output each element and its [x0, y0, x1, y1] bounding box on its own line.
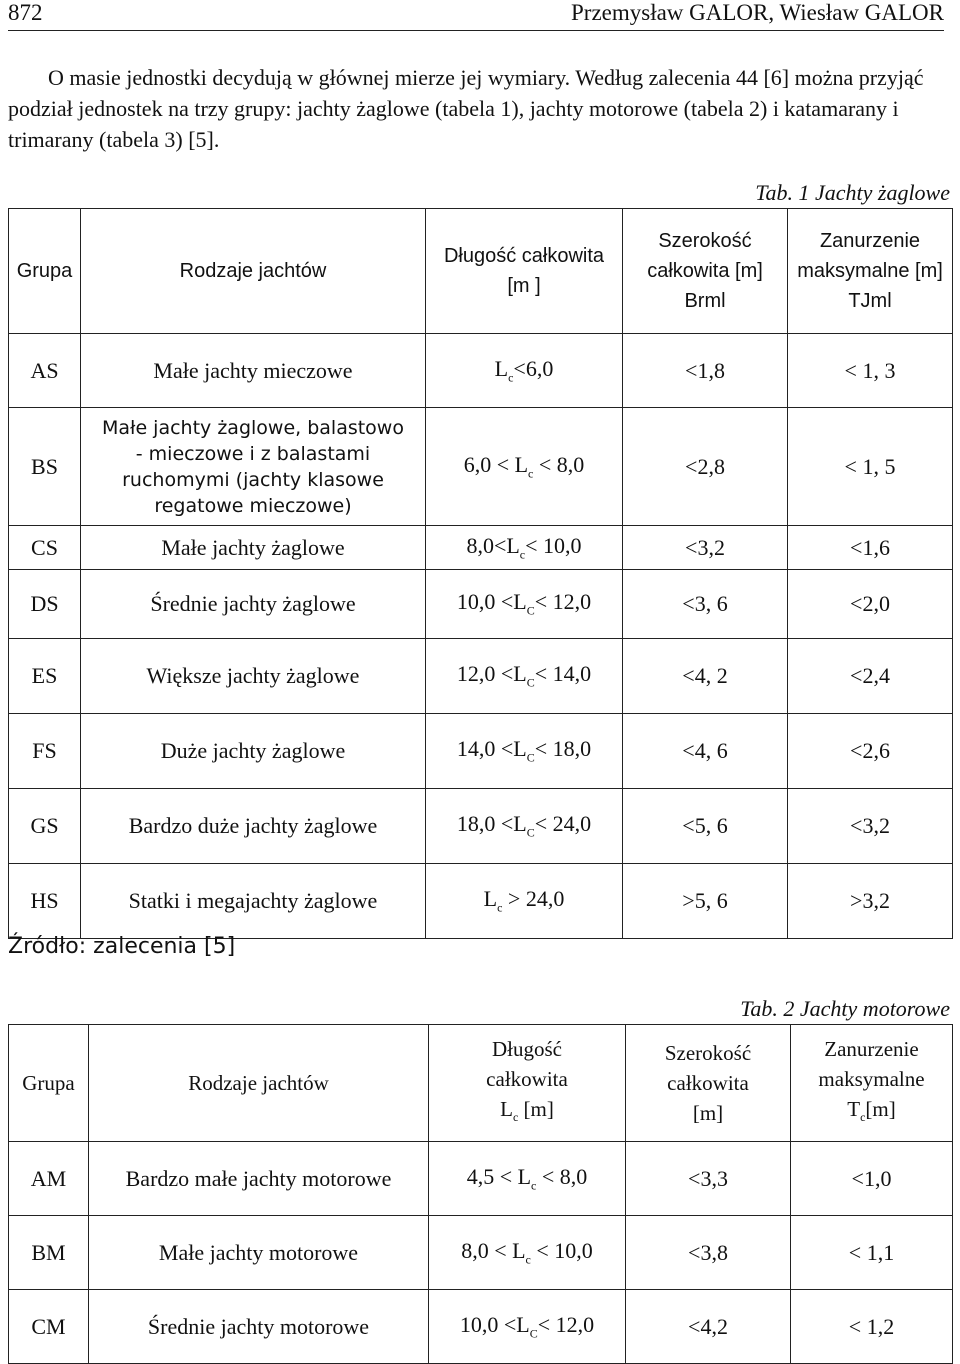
cell-length-subscript: c [519, 547, 526, 562]
cell-length [426, 408, 623, 526]
cell-length [426, 334, 623, 408]
cell-beam: <4,2 [626, 1290, 791, 1364]
cell-length-text: 10,0 <L [459, 1311, 530, 1337]
cell-length-subscript: C [526, 675, 535, 690]
cell-length [426, 864, 623, 939]
cell-group: AM [9, 1142, 89, 1216]
table-row [9, 570, 953, 639]
cell-draft: >3,2 [788, 864, 953, 939]
header-yacht-type: Rodzaje jachtów [89, 1025, 429, 1142]
header-length [429, 1025, 626, 1142]
cell-length-text: 18,0 <L [456, 811, 527, 837]
cell-yacht-type-line-4: regatowe mieczowe) [154, 494, 352, 517]
cell-length-text: 12,0 <L [456, 661, 527, 687]
cell-length-text-2: < 10,0 [525, 532, 582, 558]
cell-length-text-2: < 12,0 [537, 1311, 595, 1337]
intro-paragraph: O masie jednostki decydują w głównej mierze jej wymiary. Według zalecenia 44 [6] można przyjąć podział jednostek na trzy grupy: jachty żaglowe (tabela 1), jachty motorowe (tabela 2) i katamarany i trimarany (tabela 3) [5]. [8, 65, 924, 152]
table-row [9, 714, 953, 789]
cell-length-subscript: C [526, 750, 535, 765]
cell-length-text: L [483, 886, 498, 912]
cell-length-text-2: < 14,0 [534, 661, 592, 687]
cell-yacht-type-line-1: Małe jachty żaglowe, balastowo [102, 416, 404, 439]
cell-length-subscript: c [497, 900, 503, 915]
page-number: 872 [8, 0, 43, 25]
table-row [9, 334, 953, 408]
motor-yachts-table [8, 1024, 953, 1364]
cell-length [426, 714, 623, 789]
header-draft [788, 209, 953, 334]
cell-length-subscript: C [529, 1326, 538, 1341]
header-beam-line-3: [m] [692, 1101, 724, 1125]
cell-length-subscript: c [525, 1252, 531, 1267]
cell-beam: <3,2 [623, 526, 788, 570]
cell-group: BS [9, 408, 81, 526]
cell-yacht-type: Bardzo duże jachty żaglowe [81, 789, 426, 864]
cell-length-text-2: < 8,0 [536, 1163, 588, 1189]
header-draft-line-2: maksymalne [m] [797, 260, 943, 282]
running-authors: Przemysław GALOR, Wiesław GALOR [571, 0, 944, 25]
cell-length [429, 1142, 626, 1216]
cell-length-text-2: < 10,0 [530, 1237, 593, 1263]
cell-length-text: 6,0 < L [463, 451, 529, 477]
cell-length [426, 526, 623, 570]
cell-yacht-type: Bardzo małe jachty motorowe [89, 1142, 429, 1216]
header-draft-unit: [m] [865, 1096, 896, 1121]
cell-yacht-type: Małe jachty motorowe [89, 1216, 429, 1290]
cell-length [429, 1290, 626, 1364]
cell-draft: < 1,1 [791, 1216, 953, 1290]
header-beam-line-2: całkowita [m] [647, 260, 763, 282]
cell-draft: <3,2 [788, 789, 953, 864]
cell-beam: <3, 6 [623, 570, 788, 639]
cell-beam: <1,8 [623, 334, 788, 408]
header-draft-symbol: T [847, 1096, 861, 1121]
cell-draft: < 1, 5 [788, 408, 953, 526]
header-group: Grupa [9, 1025, 89, 1142]
header-beam [623, 209, 788, 334]
cell-length-text-2: < 8,0 [533, 451, 585, 477]
header-length-line-1: Długość [492, 1036, 562, 1061]
cell-length-subscript: C [526, 603, 535, 618]
cell-yacht-type: Większe jachty żaglowe [81, 639, 426, 714]
header-group: Grupa [9, 209, 81, 334]
table-row [9, 408, 953, 526]
cell-yacht-type-line-3: ruchomymi (jachty klasowe [122, 468, 384, 491]
table-row [9, 864, 953, 939]
header-yacht-type: Rodzaje jachtów [81, 209, 426, 334]
table-row [9, 1216, 953, 1290]
header-length-line-2: całkowita [486, 1066, 568, 1091]
cell-beam: <4, 2 [623, 639, 788, 714]
cell-group: AS [9, 334, 81, 408]
cell-draft: < 1, 3 [788, 334, 953, 408]
page-header [8, 0, 944, 31]
cell-length [426, 570, 623, 639]
cell-length-text: 8,0 < L [461, 1237, 526, 1263]
cell-draft: <2,0 [788, 570, 953, 639]
cell-group: BM [9, 1216, 89, 1290]
cell-yacht-type-line-2: - mieczowe i z balastami [135, 442, 371, 465]
table-row [9, 526, 953, 570]
cell-draft: <1,0 [791, 1142, 953, 1216]
cell-beam: <4, 6 [623, 714, 788, 789]
cell-length-subscript: c [528, 466, 534, 481]
cell-group: GS [9, 789, 81, 864]
cell-length-text-2: < 24,0 [534, 811, 592, 837]
header-length-symbol: L [500, 1096, 513, 1121]
sailing-yachts-table [8, 208, 953, 939]
cell-yacht-type: Małe jachty żaglowe [81, 526, 426, 570]
cell-length-text: 8,0<L [466, 532, 520, 558]
cell-yacht-type [81, 408, 426, 526]
cell-beam: <3,8 [626, 1216, 791, 1290]
header-beam-line-1: Szerokość [658, 230, 752, 252]
table-row [9, 1142, 953, 1216]
header-length-unit: [m] [518, 1096, 554, 1121]
cell-beam: <5, 6 [623, 789, 788, 864]
header-length-line-1: Długość całkowita [443, 245, 605, 267]
cell-beam: <2,8 [623, 408, 788, 526]
cell-length [426, 789, 623, 864]
cell-beam: >5, 6 [623, 864, 788, 939]
cell-length-text: 4,5 < L [466, 1163, 532, 1189]
table2-header-row [9, 1025, 953, 1142]
header-draft-subscript: c [860, 1110, 866, 1125]
cell-group: CM [9, 1290, 89, 1364]
cell-group: CS [9, 526, 81, 570]
cell-length [426, 639, 623, 714]
cell-group: FS [9, 714, 81, 789]
cell-group: HS [9, 864, 81, 939]
cell-draft: <1,6 [788, 526, 953, 570]
cell-length-text-2: <6,0 [513, 355, 554, 381]
cell-yacht-type: Średnie jachty żaglowe [81, 570, 426, 639]
table2-caption: Tab. 2 Jachty motorowe [740, 996, 950, 1021]
cell-beam: <3,3 [626, 1142, 791, 1216]
header-beam-line-3: Brml [684, 290, 726, 312]
cell-draft: <2,6 [788, 714, 953, 789]
header-length [426, 209, 623, 334]
header-draft [791, 1025, 953, 1142]
cell-length-text-2: > 24,0 [502, 886, 565, 912]
header-beam-line-2: całkowita [667, 1071, 749, 1095]
table-row [9, 789, 953, 864]
table1-source-note: Źródło: zalecenia [5] [8, 934, 236, 959]
header-draft-line-1: Zanurzenie [824, 1036, 919, 1061]
cell-length-text-2: < 18,0 [534, 736, 592, 762]
table1-header-row [9, 209, 953, 334]
cell-yacht-type: Duże jachty żaglowe [81, 714, 426, 789]
header-draft-line-1: Zanurzenie [819, 230, 921, 252]
table-row [9, 1290, 953, 1364]
cell-length-text: 10,0 <L [456, 589, 527, 615]
cell-length-subscript: C [526, 825, 535, 840]
cell-length-subscript: c [508, 370, 514, 385]
header-beam-line-1: Szerokość [664, 1041, 752, 1065]
cell-yacht-type: Małe jachty mieczowe [81, 334, 426, 408]
cell-draft: <2,4 [788, 639, 953, 714]
cell-length-text-2: < 12,0 [534, 589, 592, 615]
cell-length-text: 14,0 <L [456, 736, 527, 762]
table1-caption: Tab. 1 Jachty żaglowe [755, 180, 950, 205]
header-length-subscript: c [512, 1110, 519, 1125]
header-length-line-2: [m ] [507, 275, 541, 297]
cell-group: ES [9, 639, 81, 714]
cell-group: DS [9, 570, 81, 639]
table-row [9, 639, 953, 714]
cell-length [429, 1216, 626, 1290]
cell-draft: < 1,2 [791, 1290, 953, 1364]
header-draft-line-3: TJml [848, 290, 892, 312]
header-beam [626, 1025, 791, 1142]
cell-yacht-type: Średnie jachty motorowe [89, 1290, 429, 1364]
cell-length-subscript: c [531, 1178, 537, 1193]
cell-length-text: L [494, 355, 509, 381]
header-draft-line-2: maksymalne [818, 1066, 925, 1091]
cell-yacht-type: Statki i megajachty żaglowe [81, 864, 426, 939]
